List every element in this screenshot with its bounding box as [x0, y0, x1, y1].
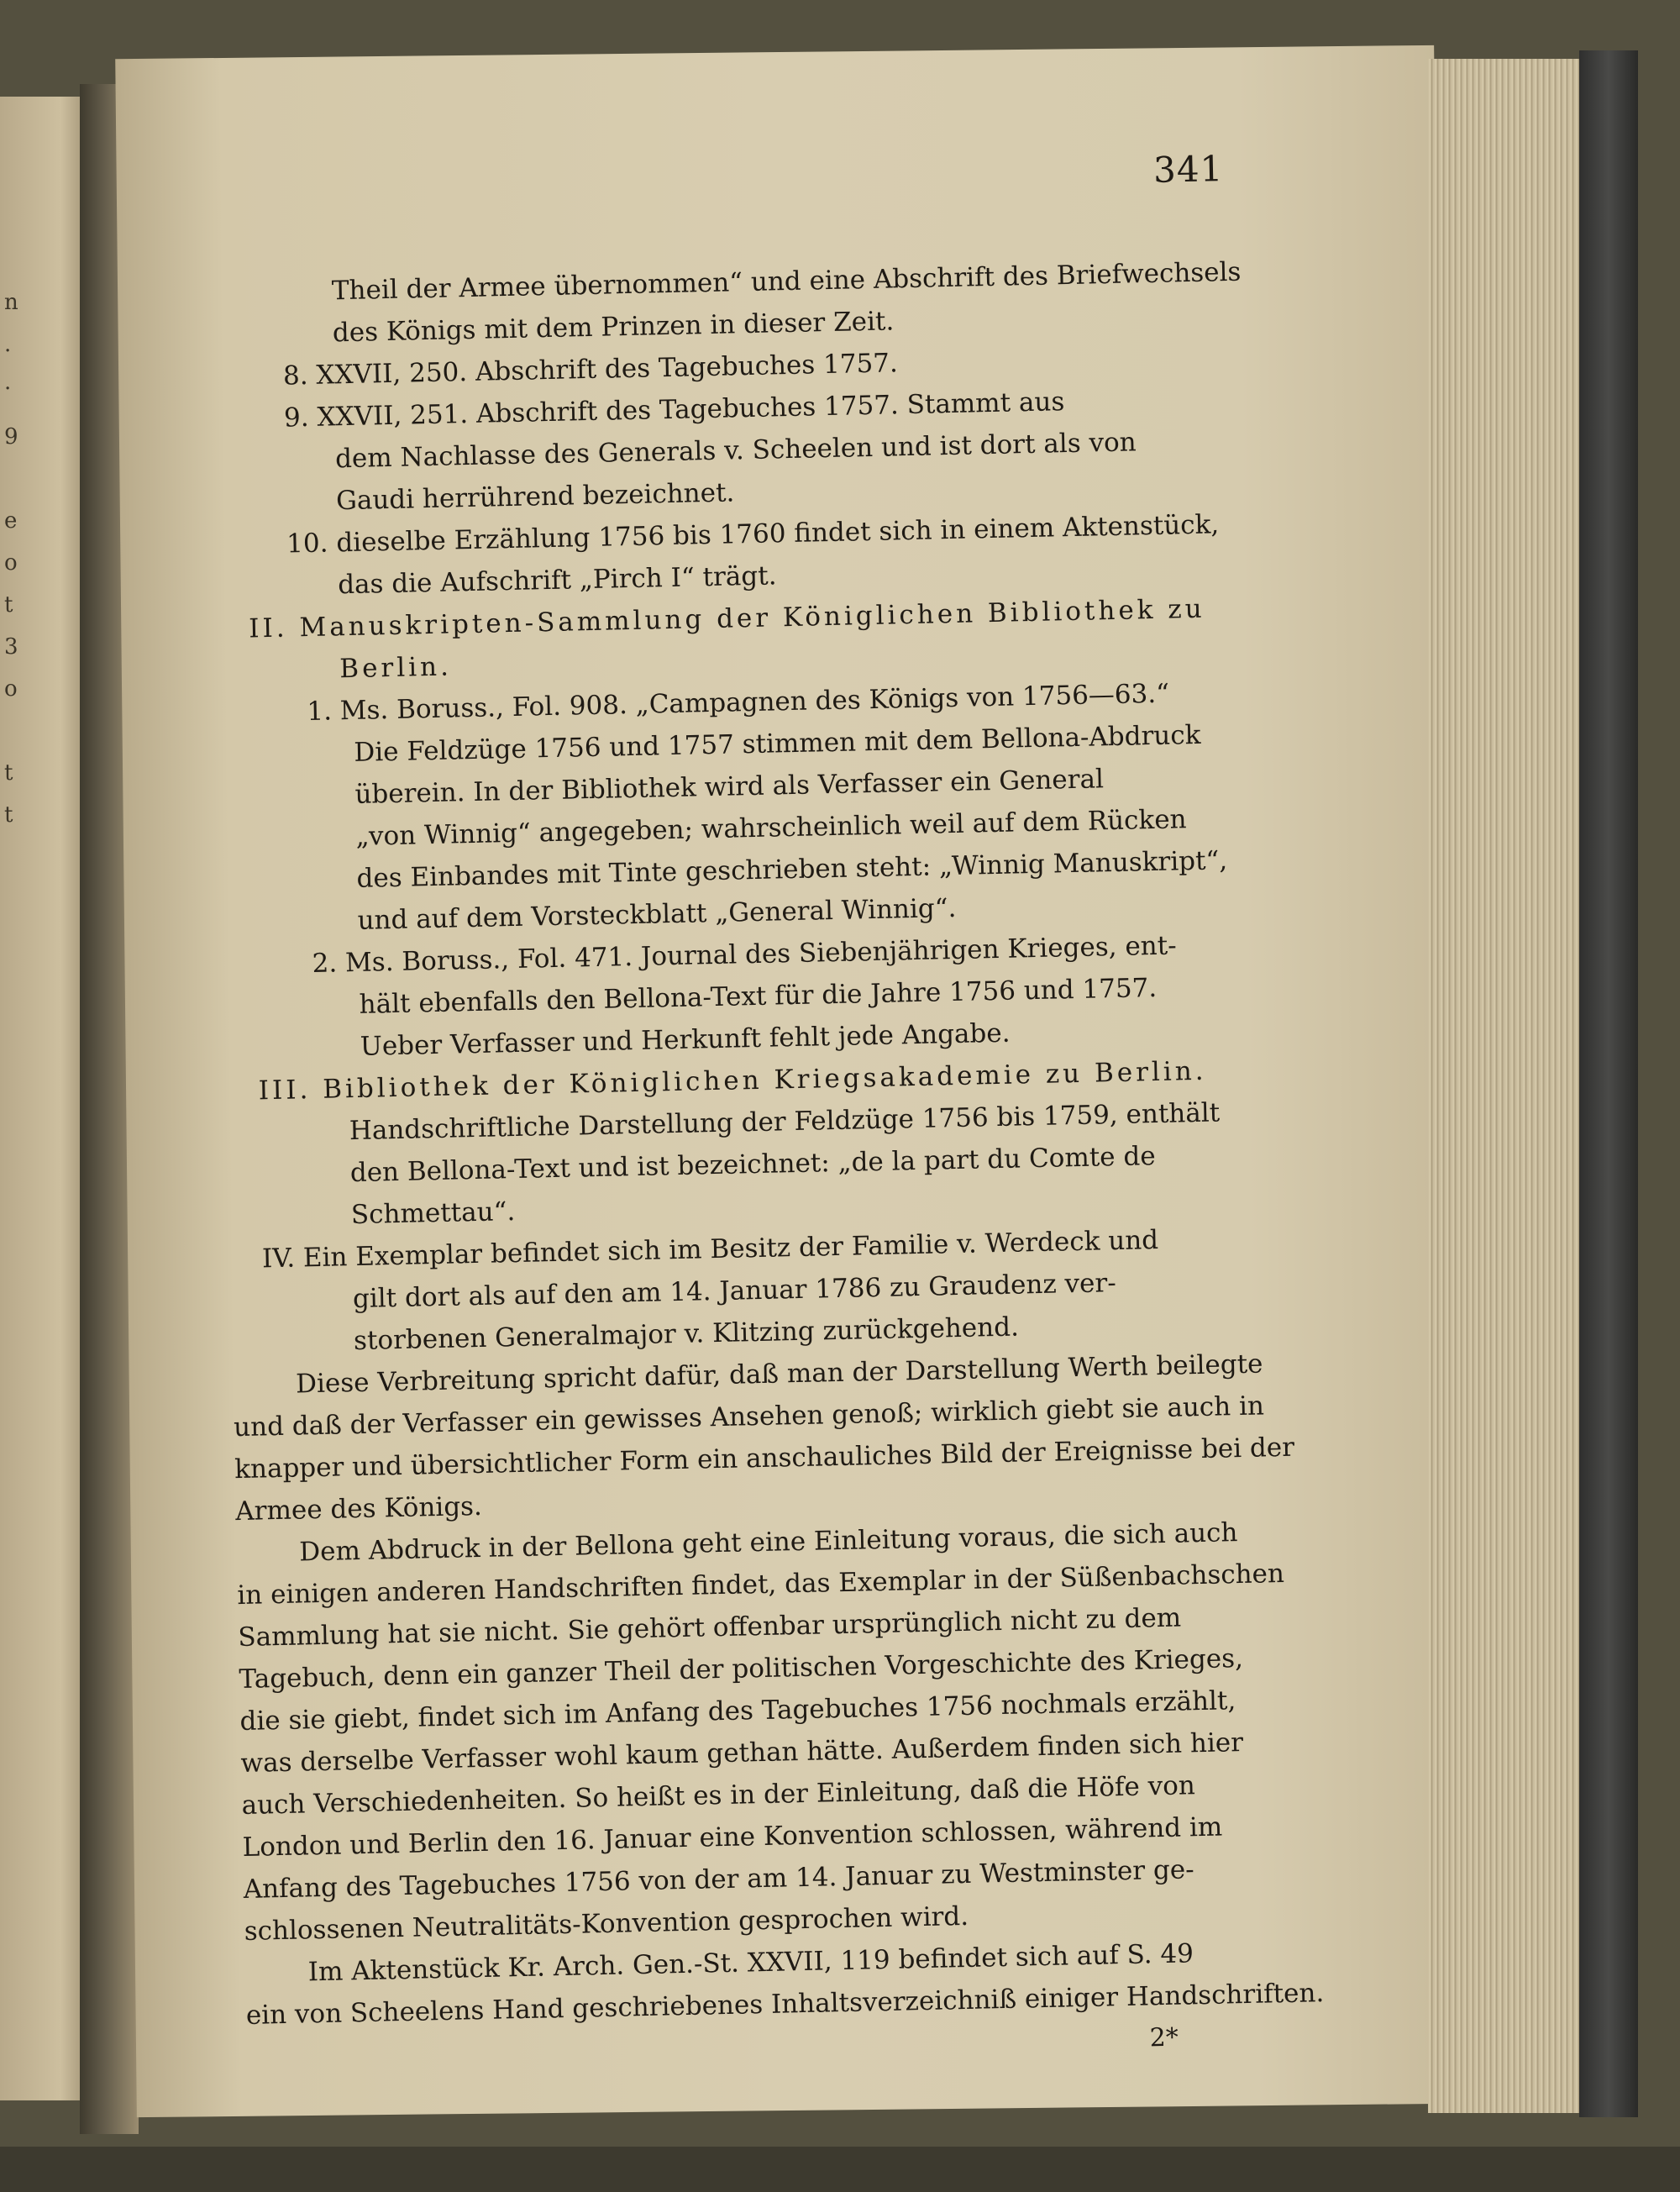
text-line: Diese Verbreitung spricht dafür, daß man der Darstellung Werth beilegte [295, 1348, 1263, 1400]
text-line: gilt dort als auf den am 14. Januar 1786 zu Graudenz ver- [352, 1268, 1117, 1315]
section-heading: Berlin. [339, 651, 453, 685]
text-line: Anfang des Tagebuches 1756 von der am 14. Januar zu Westminster ge- [243, 1854, 1194, 1905]
text-line: storbenen Generalmajor v. Klitzing zurückgehend. [353, 1312, 1020, 1357]
section-heading: II. Manuskripten-Sammlung der Königlichen Bibliothek zu [248, 593, 1206, 644]
text-line: 10. dieselbe Erzählung 1756 bis 1760 findet sich in einem Aktenstück, [286, 509, 1220, 560]
text-line: hält ebenfalls den Bellona-Text für die Jahre 1756 und 1757. [359, 972, 1158, 1020]
text-line: Im Aktenstück Kr. Arch. Gen.-St. XXVII, 119 befindet sich auf S. 49 [307, 1938, 1194, 1988]
text-line: Tagebuch, denn ein ganzer Theil der politischen Vorgeschichte des Krieges, [239, 1643, 1244, 1695]
text-line: das die Aufschrift „Pirch I“ trägt. [337, 560, 777, 601]
text-line: 1. Ms. Boruss., Fol. 908. „Campagnen des Königs von 1756—63.“ [307, 678, 1170, 728]
text-line: Die Feldzüge 1756 und 1757 stimmen mit dem Bellona-Abdruck [354, 719, 1201, 768]
margin-mark: . [4, 332, 12, 357]
margin-mark: n [4, 290, 18, 315]
text-line: 9. XXVII, 251. Abschrift des Tagebuches 1757. Stammt aus [283, 386, 1065, 434]
text-line: Dem Abdruck in der Bellona geht eine Einleitung voraus, die sich auch [298, 1517, 1238, 1568]
text-line: Armee des Königs. [234, 1490, 483, 1527]
text-line: 2. Ms. Boruss., Fol. 471. Journal des Siebenjährigen Krieges, ent- [312, 930, 1178, 980]
text-line: knapper und übersichtlicher Form ein anschauliches Bild der Ereignisse bei der [234, 1432, 1295, 1485]
text-line: Handschriftliche Darstellung der Feldzüge 1756 bis 1759, enthält [349, 1097, 1221, 1147]
text-line: dem Nachlasse des Generals v. Scheelen und ist dort als von [334, 427, 1137, 475]
text-line: auch Verschiedenheiten. So heißt es in der Einleitung, daß die Höfe von [241, 1770, 1196, 1821]
text-line: den Bellona-Text und ist bezeichnet: „de la part du Comte de [349, 1141, 1156, 1189]
text-line: überein. In der Bibliothek wird als Verfasser ein General [354, 764, 1105, 810]
margin-mark: t [4, 802, 13, 828]
text-line: des Königs mit dem Prinzen in dieser Zeit. [332, 306, 895, 349]
margin-mark: 3 [4, 634, 18, 660]
margin-mark: t [4, 760, 13, 786]
margin-mark: . [4, 370, 12, 395]
page-number: 341 [1152, 148, 1224, 191]
margin-mark: o [4, 676, 18, 702]
text-line: schlossenen Neutralitäts-Konvention gesprochen wird. [244, 1900, 969, 1947]
text-line: und auf dem Vorsteckblatt „General Winnig“. [357, 892, 957, 936]
text-line: Gaudi herrührend bezeichnet. [335, 477, 735, 517]
signature-mark: 2* [1149, 2022, 1179, 2053]
text-line: was derselbe Verfasser wohl kaum gethan hätte. Außerdem finden sich hier [240, 1727, 1244, 1779]
text-line: London und Berlin den 16. Januar eine Konvention schlossen, während im [242, 1811, 1223, 1863]
margin-mark: 9 [4, 424, 18, 449]
text-line: Ueber Verfasser und Herkunft fehlt jede Angabe. [360, 1017, 1011, 1062]
margin-mark: t [4, 592, 13, 618]
text-line: die sie giebt, findet sich im Anfang des Tagebuches 1756 nochmals erzählt, [239, 1685, 1236, 1737]
margin-mark: o [4, 550, 18, 576]
text-line: des Einbandes mit Tinte geschrieben steht: „Winnig Manuskript“, [356, 845, 1228, 894]
text-line: ein von Scheelens Hand geschriebenes Inhaltsverzeichniß einiger Handschriften. [245, 1978, 1325, 2031]
text-line: Sammlung hat sie nicht. Sie gehört offenbar ursprünglich nicht zu dem [238, 1602, 1182, 1653]
margin-mark: e [4, 508, 18, 534]
text-line: IV. Ein Exemplar befindet sich im Besitz der Familie v. Werdeck und [261, 1225, 1159, 1275]
text-line: Theil der Armee übernommen“ und eine Abschrift des Briefwechsels [331, 256, 1242, 307]
text-line: und daß der Verfasser ein gewisses Ansehen genoß; wirklich giebt sie auch in [233, 1390, 1265, 1443]
text-line: „von Winnig“ angegeben; wahrscheinlich weil auf dem Rücken [355, 804, 1187, 852]
section-heading: III. Bibliothek der Königlichen Kriegsakademie zu Berlin. [258, 1055, 1207, 1107]
text-line: Schmettau“. [350, 1196, 516, 1231]
text-line: in einigen anderen Handschriften findet, das Exemplar in der Süßenbachschen [237, 1558, 1285, 1611]
text-line: 8. XXVII, 250. Abschrift des Tagebuches 1757. [282, 348, 899, 392]
